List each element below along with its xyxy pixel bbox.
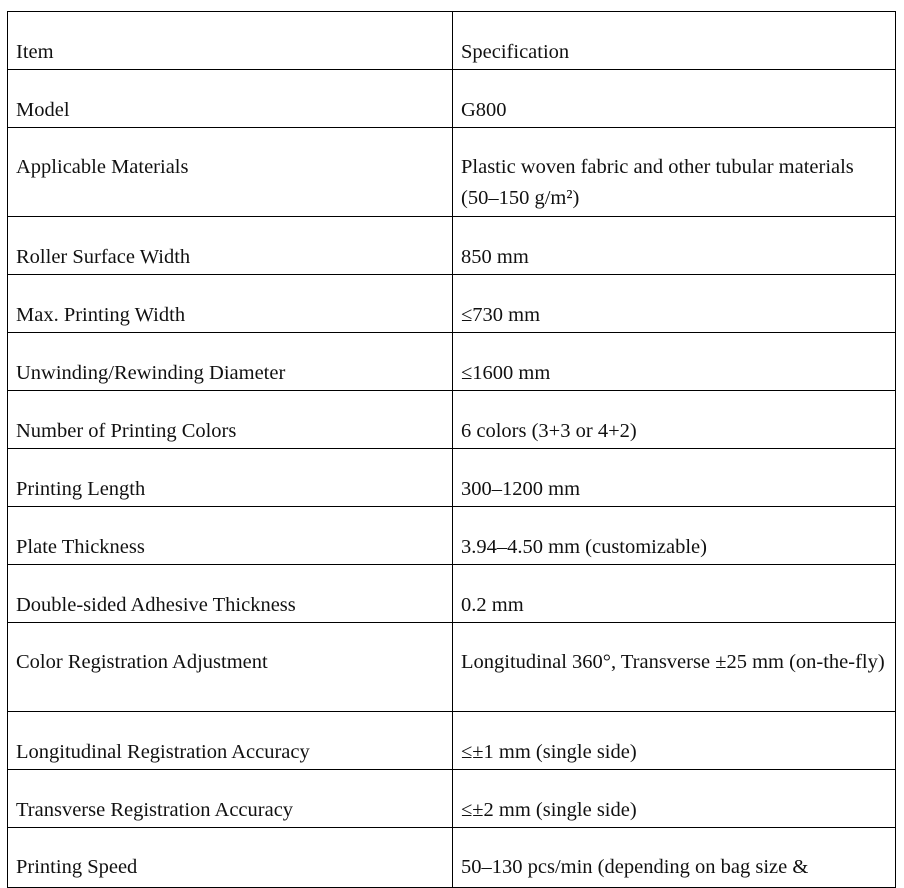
item-label: Printing Length (16, 478, 146, 500)
spec-cell (453, 770, 896, 828)
item-cell (8, 70, 453, 128)
table-row (8, 623, 896, 712)
item-cell (8, 449, 453, 507)
spec-cell (453, 70, 896, 128)
table-row (8, 828, 896, 888)
item-cell (8, 770, 453, 828)
table-row (8, 70, 896, 128)
item-label: Roller Surface Width (16, 246, 191, 268)
spec-value: Longitudinal 360°, Transverse ±25 mm (on-the-fly) (461, 651, 885, 673)
item-label: Transverse Registration Accuracy (16, 799, 294, 821)
table-row (8, 449, 896, 507)
table-row (8, 507, 896, 565)
spec-value: 6 colors (3+3 or 4+2) (461, 420, 637, 442)
item-label: Number of Printing Colors (16, 420, 237, 442)
header-specification-label: Specification (461, 41, 570, 63)
spec-value: 0.2 mm (461, 594, 524, 616)
item-cell (8, 623, 453, 712)
table-row (8, 333, 896, 391)
spec-value: 3.94–4.50 mm (customizable) (461, 536, 707, 558)
spec-value: 50–130 pcs/min (depending on bag size & (461, 856, 809, 878)
spec-value: ≤1600 mm (461, 362, 551, 384)
table-header-row (8, 12, 896, 70)
table-row (8, 391, 896, 449)
spec-value: ≤730 mm (461, 304, 541, 326)
item-label: Double-sided Adhesive Thickness (16, 594, 296, 616)
header-item (8, 12, 453, 70)
spec-cell (453, 391, 896, 449)
spec-value: 300–1200 mm (461, 478, 581, 500)
spec-cell (453, 507, 896, 565)
spec-table (7, 11, 896, 888)
item-label: Model (16, 99, 70, 121)
item-cell (8, 828, 453, 888)
spec-cell (453, 712, 896, 770)
item-label: Plate Thickness (16, 536, 145, 558)
spec-value: G800 (461, 99, 507, 121)
item-label: Printing Speed (16, 856, 138, 878)
spec-cell (453, 449, 896, 507)
table-row (8, 712, 896, 770)
item-cell (8, 275, 453, 333)
item-cell (8, 712, 453, 770)
spec-cell (453, 275, 896, 333)
header-specification (453, 12, 896, 70)
item-cell (8, 217, 453, 275)
table-row (8, 565, 896, 623)
item-cell (8, 565, 453, 623)
item-label: Longitudinal Registration Accuracy (16, 741, 310, 763)
item-cell (8, 333, 453, 391)
table-row (8, 275, 896, 333)
spec-cell (453, 333, 896, 391)
item-label: Color Registration Adjustment (16, 651, 268, 673)
item-cell (8, 391, 453, 449)
table-row (8, 217, 896, 275)
spec-value: ≤±2 mm (single side) (461, 799, 637, 821)
spec-value: 850 mm (461, 246, 529, 268)
spec-value: ≤±1 mm (single side) (461, 741, 637, 763)
spec-cell (453, 623, 896, 712)
item-label: Max. Printing Width (16, 304, 186, 326)
table-row (8, 128, 896, 217)
item-label: Applicable Materials (16, 156, 189, 178)
spec-cell (453, 565, 896, 623)
spec-value: Plastic woven fabric and other tubular materials (50–150 g/m²) (461, 156, 854, 209)
header-item-label: Item (16, 41, 54, 63)
item-label: Unwinding/Rewinding Diameter (16, 362, 286, 384)
spec-cell (453, 828, 896, 888)
item-cell (8, 507, 453, 565)
spec-cell (453, 128, 896, 217)
spec-cell (453, 217, 896, 275)
table-row (8, 770, 896, 828)
item-cell (8, 128, 453, 217)
